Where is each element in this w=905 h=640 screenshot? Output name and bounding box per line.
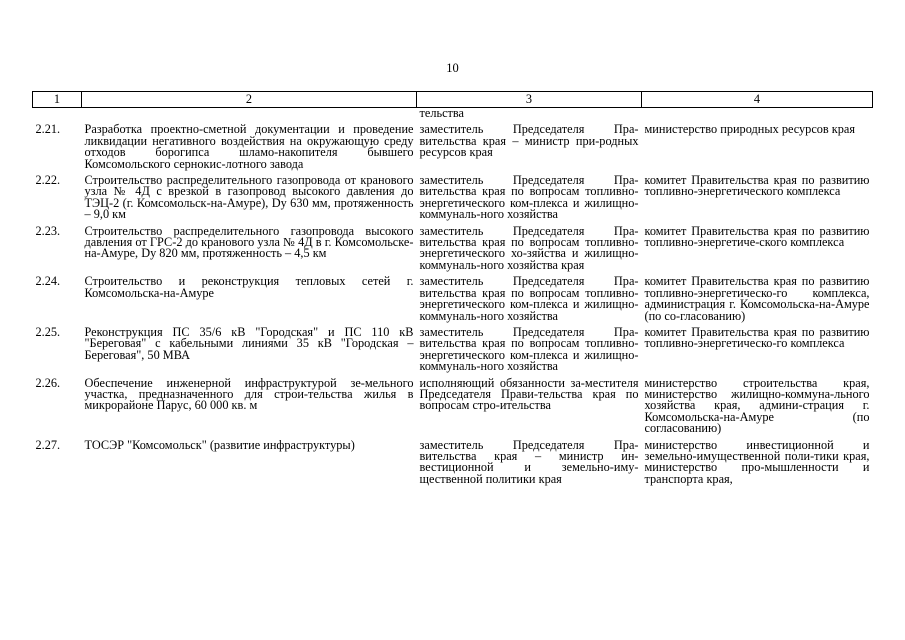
continuation-row xyxy=(33,108,873,120)
measure-cell: Реконструкция ПС 35/6 кВ "Городская" и ПС 110 кВ "Береговая" с кабельными линиями 35 кВ "Городская – Береговая", 50 МВА xyxy=(84,324,414,362)
column-header-4: 4 xyxy=(642,92,873,108)
page-number: 10 xyxy=(446,61,459,75)
table-row xyxy=(33,170,873,221)
executor-cell: министерство строительства края, министерство жилищно-коммуна-льного хозяйства края, админи-страция г. Комсомольска-на-Амуре (по согласованию) xyxy=(644,375,870,436)
responsible-cell: заместитель Председателя Пра-вительства края – министр ин-вестиционной и земельно-иму-щественной политики края xyxy=(419,437,639,486)
executor-cell: министерство инвестиционной и земельно-имущественной поли-тики края, министерство про-мышленности и транспорта края, xyxy=(644,437,870,486)
measure-cell: Строительство распределительного газопровода высокого давления от ГРС-2 до кранового узла № 4Д в г. Комсомольске-на-Амуре, Dy 820 мм, протяженность – 4,5 км xyxy=(84,223,414,261)
row-number: 2.23. xyxy=(35,223,61,238)
table-row xyxy=(33,221,873,272)
executor-cell: комитет Правительства края по развитию топливно-энергетическо-го комплекса xyxy=(644,324,870,351)
row-number: 2.25. xyxy=(35,324,61,339)
responsible-cell: заместитель Председателя Пра-вительства края по вопросам топливно-энергетического ком-плекса и жилищно-коммуналь-ного хозяйства xyxy=(419,274,639,323)
executor-cell: комитет Правительства края по развитию топливно-энергетиче-ского комплекса xyxy=(644,223,870,250)
continuation-text: тельства xyxy=(419,106,465,120)
measure-cell: ТОСЭР "Комсомольск" (развитие инфраструктуры) xyxy=(84,437,355,452)
table-row xyxy=(33,322,873,373)
table-row xyxy=(33,119,873,170)
executor-cell: министерство природных ресурсов края xyxy=(644,122,856,137)
executor-cell: комитет Правительства края по развитию топливно-энергетического комплекса xyxy=(644,173,870,199)
measure-cell: Строительство и реконструкция тепловых сетей г. Комсомольска-на-Амуре xyxy=(84,274,414,300)
row-number: 2.22. xyxy=(35,173,61,188)
measure-cell: Разработка проектно-сметной документации и проведение ликвидации негативного воздействия на окружающую среду отходов борогипса шламо-накопителя бывшего Комсомольского сернокис-лотного завода xyxy=(84,122,414,171)
row-number: 2.24. xyxy=(35,274,61,289)
executor-cell: комитет Правительства края по развитию топливно-энергетическо-го комплекса, администрация г. Комсомольска-на-Амуре (по со-гласованию) xyxy=(644,274,870,323)
row-number: 2.26. xyxy=(35,375,61,390)
row-number: 2.21. xyxy=(35,122,61,137)
column-header-1: 1 xyxy=(33,92,82,108)
column-header-3: 3 xyxy=(417,92,642,108)
responsible-cell: заместитель Председателя Пра-вительства края по вопросам топливно-энергетического ком-плекса и жилищно-коммуналь-ного хозяйства xyxy=(419,324,639,374)
table-row xyxy=(33,271,873,322)
row-number: 2.27. xyxy=(35,437,61,452)
measure-cell: Строительство распределительного газопровода от кранового узла № 4Д с врезкой в газопровод высокого давления до ТЭЦ-2 (г. Комсомольск-на-Амуре), Dy 630 мм, протяженность – 9,0 км xyxy=(84,173,414,222)
responsible-cell: исполняющий обязанности за-местителя Председателя Прави-тельства края по вопросам стро-ительства xyxy=(419,375,639,413)
measure-cell: Обеспечение инженерной инфраструктурой зе-мельного участка, предназначенного для строи-тельства жилья в микрорайоне Парус, 60 000 кв. м xyxy=(84,375,414,413)
table-row xyxy=(33,373,873,435)
responsible-cell: заместитель Председателя Пра-вительства края по вопросам топливно-энергетического ком-плекса и жилищно-коммуналь-ного хозяйства xyxy=(419,173,639,222)
column-header-2: 2 xyxy=(82,92,417,108)
table-row xyxy=(33,435,873,486)
responsible-cell: заместитель Председателя Пра-вительства края – министр при-родных ресурсов края xyxy=(419,122,639,160)
measures-table xyxy=(32,91,873,485)
responsible-cell: заместитель Председателя Пра-вительства края по вопросам топливно-энергетического хо-зяйства и жилищно-коммуналь-ного хозяйства края xyxy=(419,223,639,272)
